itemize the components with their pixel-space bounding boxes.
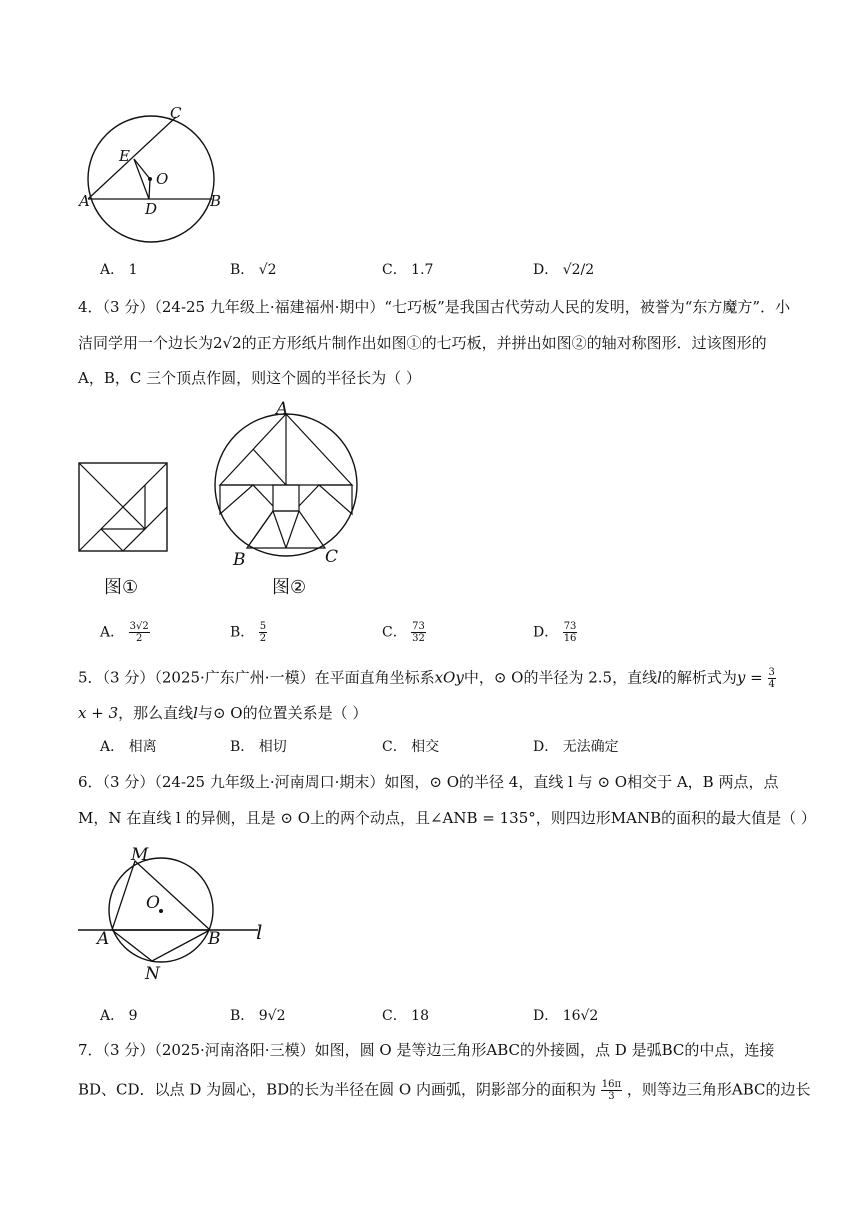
q6-option-b[interactable]: B． 9√2	[230, 1008, 286, 1024]
q4-option-a[interactable]: A． $\frac{3√2}{2}$	[100, 621, 149, 644]
q3-figure	[78, 100, 228, 250]
q5-option-b[interactable]: B． 相切	[230, 739, 287, 755]
q6-label-l: l	[256, 920, 263, 944]
q4-caption-2: 图②	[272, 577, 307, 598]
q6-line-1: 6．（3 分）（24-25 九年级上·河南周口·期末）如图，⊙ O的半径 4，直线 l 与 ⊙ O相交于 A，B 两点，点	[78, 773, 779, 791]
q6-option-c[interactable]: C． 18	[382, 1008, 429, 1024]
q6-option-a[interactable]: A． 9	[100, 1008, 138, 1024]
q6-figure	[78, 844, 268, 984]
q3-option-c[interactable]: C． 1.7	[382, 262, 434, 278]
q6-label-n: N	[145, 964, 160, 984]
q5-option-a[interactable]: A． 相离	[100, 739, 157, 755]
q3-label-o: O	[156, 170, 169, 188]
q6-option-d[interactable]: D． 16√2	[533, 1008, 599, 1024]
q4-label-b: B	[233, 550, 246, 570]
q3-option-d[interactable]: D． √2/2	[533, 262, 595, 278]
q3-label-b: B	[210, 192, 222, 210]
q6-label-m: M	[131, 845, 149, 865]
q3-label-d: D	[145, 200, 158, 218]
q5-line-2: x + 3，那么直线l与⊙ O的位置关系是（ ）	[78, 704, 368, 722]
q3-segment-ed	[134, 159, 149, 199]
q4-line-1: 4．（3 分）（24-25 九年级上·福建福州·期中）“七巧板”是我国古代劳动人民的发明，被誉为“东方魔方”．小	[78, 298, 791, 316]
q4-caption-1: 图①	[104, 577, 139, 598]
q3-label-e: E	[119, 147, 130, 165]
q4-line-3: A，B，C 三个顶点作圆，则这个圆的半径长为（ ）	[78, 369, 421, 387]
q6-line-2: M，N 在直线 l 的异侧，且是 ⊙ O上的两个动点，且∠ANB = 135°，则四边形MANB的面积的最大值是（ ）	[78, 809, 816, 827]
q3-segment-eo	[134, 159, 150, 179]
q4-label-a: A	[276, 399, 289, 419]
q5-line-1: 5．（3 分）（2025·广东广州·一模）在平面直角坐标系xOy中，⊙ O的半径为 2.5，直线l的解析式为y = $\frac{3}{4}$	[78, 667, 775, 690]
q3-label-a: A	[79, 192, 90, 210]
q6-label-b: B	[208, 929, 221, 949]
q3-option-a[interactable]: A． 1	[100, 262, 138, 278]
q3-label-c: C	[170, 104, 182, 122]
q6-label-a: A	[97, 929, 110, 949]
q4-option-d[interactable]: D． $\frac{73}{16}$	[533, 621, 577, 644]
q5-option-c[interactable]: C． 相交	[382, 739, 440, 755]
q4-label-c: C	[325, 547, 339, 567]
q4-circle-figure	[212, 410, 362, 560]
q4-option-b[interactable]: B． $\frac{5}{2}$	[230, 621, 267, 644]
q4-tangram-square	[78, 462, 170, 554]
q4-line-2: 洁同学用一个边长为2√2的正方形纸片制作出如图①的七巧板，并拼出如图②的轴对称图形．过该图形的	[78, 334, 767, 352]
q3-center-dot	[148, 177, 152, 181]
q7-line-2: BD、CD．以点 D 为圆心，BD的长为半径在圆 O 内画弧，阴影部分的面积为 $\frac{16\pi}{3}$ ，则等边三角形ABC的边长	[78, 1079, 811, 1102]
q3-option-b[interactable]: B． √2	[230, 262, 277, 278]
q5-option-d[interactable]: D． 无法确定	[533, 739, 619, 755]
q3-segment-od	[149, 179, 150, 199]
q4-option-c[interactable]: C． $\frac{73}{32}$	[382, 621, 425, 644]
q6-label-o: O	[146, 893, 160, 913]
q7-line-1: 7．（3 分）（2025·河南洛阳·三模）如图，圆 O 是等边三角形ABC的外接圆，点 D 是弧BC的中点，连接	[78, 1041, 775, 1059]
